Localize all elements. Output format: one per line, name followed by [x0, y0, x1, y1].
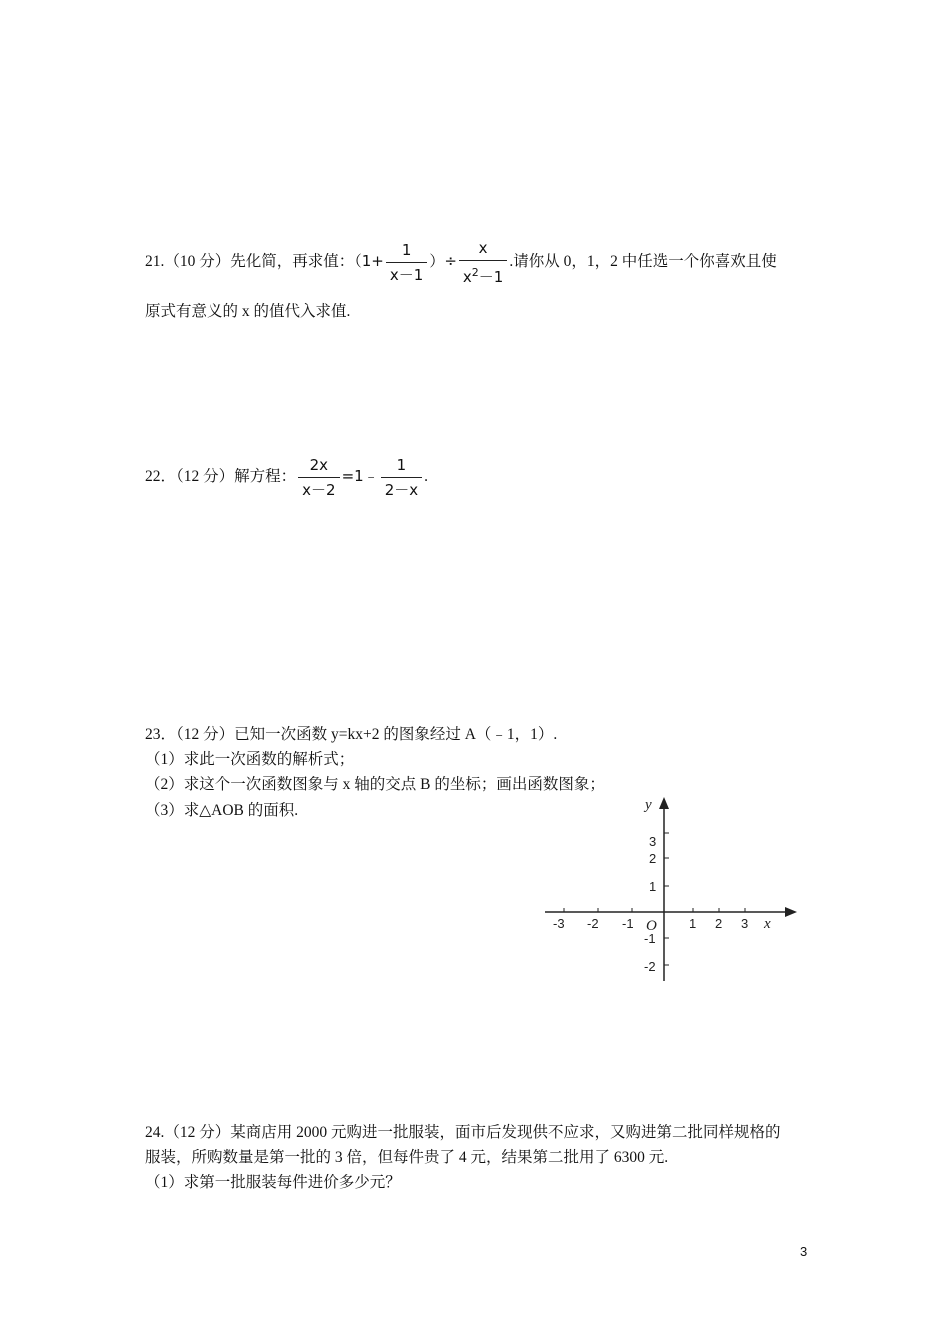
q22-fraction-2: [381, 455, 422, 500]
q21-f2-den-exponent: 2: [471, 266, 479, 279]
x-tick-label: 2: [715, 916, 723, 931]
q23-line4: （3）求△AOB 的面积.: [145, 802, 299, 819]
x-tick-label: 3: [741, 916, 749, 931]
q21-line2: 原式有意义的 x 的值代入求值.: [145, 303, 351, 320]
x-tick-label: 1: [689, 916, 697, 931]
coordinate-axes: [535, 793, 805, 983]
q21-line1: [145, 238, 777, 287]
q23-line2: （1）求此一次函数的解析式；: [145, 751, 355, 768]
q22-line: [145, 455, 428, 500]
page-number: 3: [800, 1244, 808, 1259]
q22-f1-denominator: x－2: [302, 481, 336, 499]
q24-line1: 24.（12 分）某商店用 2000 元购进一批服装，面市后发现供不应求，又购进第二批同样规格的: [145, 1124, 781, 1141]
q21-suffix: .请你从 0，1，2 中任选一个你喜欢且使: [509, 253, 777, 271]
q21-f2-numerator: x: [459, 238, 507, 261]
x-axis-label: x: [764, 916, 771, 932]
q22-f1-numerator: 2x: [298, 455, 339, 478]
x-tick-label: -2: [587, 916, 599, 931]
q21-close-divide: ）÷: [429, 252, 457, 271]
q22-mid: =1﹣: [341, 467, 379, 486]
q22-f2-denominator: 2－x: [384, 481, 419, 499]
y-tick-label: 1: [649, 879, 657, 894]
q24-line3: （1）求第一批服装每件进价多少元？: [145, 1174, 401, 1191]
origin-label: O: [646, 918, 657, 934]
q23-line3: （2）求这个一次函数图象与 x 轴的交点 B 的坐标；画出函数图象；: [145, 776, 605, 793]
q22-suffix: .: [424, 468, 428, 486]
q22-fraction-1: [298, 455, 339, 500]
y-tick-label: 3: [649, 834, 657, 849]
q21-f2-den-base: x: [462, 268, 472, 286]
q21-fraction-2: [459, 238, 507, 287]
q24-line2: 服装，所购数量是第一批的 3 倍，但每件贵了 4 元，结果第二批用了 6300 元.: [145, 1149, 669, 1166]
y-tick-label: -2: [644, 959, 656, 974]
x-tick-label: -1: [622, 916, 634, 931]
q21-fraction-1: [386, 240, 427, 285]
x-axis-arrow: [785, 907, 797, 917]
q21-f2-den-rest: －1: [478, 268, 504, 286]
y-tick-label: 2: [649, 851, 657, 866]
q21-prefix: 21.（10 分）先化简，再求值：: [145, 253, 355, 271]
y-tick-label: -1: [644, 931, 656, 946]
q21-f1-numerator: 1: [386, 240, 427, 263]
y-axis-arrow: [659, 797, 669, 809]
q23-line1: 23．（12 分）已知一次函数 y=kx+2 的图象经过 A（﹣1，1）.: [145, 726, 558, 743]
q22-prefix: 22．（12 分）解方程：: [145, 468, 297, 486]
q22-f2-numerator: 1: [381, 455, 422, 478]
q21-f1-denominator: x－1: [389, 266, 424, 284]
y-axis-label: y: [645, 797, 652, 813]
x-tick-label: -3: [553, 916, 565, 931]
q21-f2-denominator: [459, 261, 507, 287]
q21-open-paren: （1+: [354, 252, 384, 271]
